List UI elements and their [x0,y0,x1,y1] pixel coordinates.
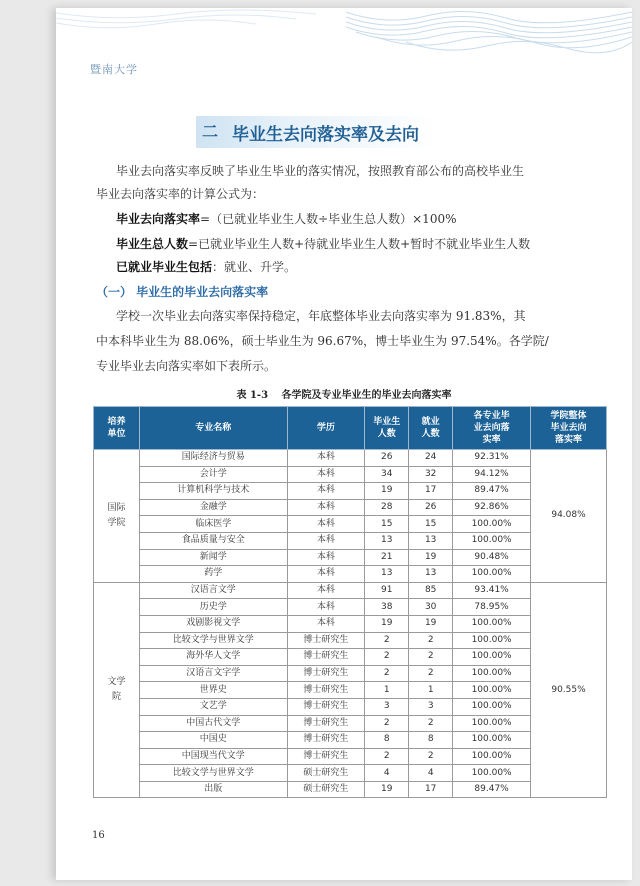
table-row [94,665,607,682]
table-row [94,682,607,699]
formula-term: 毕业生总人数 [116,237,189,251]
table-row [94,748,607,765]
employed-cell: 32 [409,466,453,483]
major-cell: 中国古代文学 [139,715,287,732]
major-rate-cell: 100.00% [453,532,531,549]
employed-cell: 17 [409,781,453,798]
graduates-cell: 19 [365,483,409,500]
table-row [94,549,607,566]
table-row [94,582,607,599]
employed-cell: 19 [409,615,453,632]
degree-cell: 本科 [287,566,365,583]
major-cell: 临床医学 [139,516,287,533]
header-college-rate: 学院整体 毕业去向 落实率 [531,407,607,450]
major-cell: 戏剧影视文学 [139,615,287,632]
employed-cell: 2 [409,715,453,732]
table-row [94,566,607,583]
major-rate-cell: 90.48% [453,549,531,566]
employed-cell: 2 [409,748,453,765]
major-rate-cell: 89.47% [453,781,531,798]
table-row [94,615,607,632]
college-name-cell: 文学 院 [94,582,140,798]
degree-cell: 本科 [287,532,365,549]
major-rate-cell: 100.00% [453,698,531,715]
graduates-cell: 2 [365,665,409,682]
graduates-cell: 13 [365,532,409,549]
section-number: 二 [201,122,218,141]
degree-cell: 硕士研究生 [287,765,365,782]
major-cell: 汉语言文字学 [139,665,287,682]
major-cell: 比较文学与世界文学 [139,632,287,649]
degree-cell: 博士研究生 [287,715,365,732]
degree-cell: 博士研究生 [287,632,365,649]
graduates-cell: 19 [365,781,409,798]
major-cell: 中国现当代文学 [139,748,287,765]
summary-line-3: 专业毕业去向落实率如下表所示。 [96,359,277,373]
graduates-cell: 2 [365,748,409,765]
formula-definition: =已就业毕业生人数+待就业毕业生人数+暂时不就业毕业生人数 [188,237,531,251]
employed-cell: 2 [409,665,453,682]
major-rate-cell: 92.86% [453,499,531,516]
graduates-cell: 2 [365,649,409,666]
major-rate-cell: 100.00% [453,715,531,732]
employed-cell: 26 [409,499,453,516]
employed-cell: 2 [409,649,453,666]
graduates-cell: 1 [365,682,409,699]
degree-cell: 本科 [287,450,365,467]
table-row [94,499,607,516]
table-row [94,781,607,798]
subsection-heading: （一） 毕业生的毕业去向落实率 [96,285,269,299]
major-rate-cell: 100.00% [453,682,531,699]
major-rate-cell: 100.00% [453,732,531,749]
employed-cell: 1 [409,682,453,699]
degree-cell: 博士研究生 [287,649,365,666]
employed-cell: 24 [409,450,453,467]
graduates-cell: 2 [365,632,409,649]
graduates-cell: 38 [365,599,409,616]
degree-cell: 博士研究生 [287,748,365,765]
major-rate-cell: 94.12% [453,466,531,483]
degree-cell: 本科 [287,549,365,566]
graduates-cell: 2 [365,715,409,732]
degree-cell: 本科 [287,499,365,516]
formula-definition: ：就业、升学。 [212,260,297,274]
employed-cell: 19 [409,549,453,566]
major-cell: 会计学 [139,466,287,483]
formula-term: 已就业毕业生包括 [116,260,213,274]
college-rate-cell: 94.08% [531,450,607,583]
intro-line-1: 毕业去向落实率反映了毕业生毕业的落实情况，按照教育部公布的高校毕业生 [116,164,525,178]
summary-line-2: 中本科毕业生为 88.06%，硕士毕业生为 96.67%，博士毕业生为 97.54%。各学院/ [96,334,549,348]
formula-row [116,208,457,231]
document-page [56,8,632,880]
degree-cell: 本科 [287,516,365,533]
major-cell: 历史学 [139,599,287,616]
table-row [94,532,607,549]
major-rate-cell: 78.95% [453,599,531,616]
major-cell: 中国史 [139,732,287,749]
graduates-cell: 26 [365,450,409,467]
formula-term: 毕业去向落实率 [116,212,201,226]
degree-cell: 博士研究生 [287,732,365,749]
major-rate-cell: 100.00% [453,765,531,782]
table-caption: 表 1-3 各学院及专业毕业生的毕业去向落实率 [236,390,452,401]
employed-cell: 13 [409,532,453,549]
graduates-cell: 21 [365,549,409,566]
major-rate-cell: 100.00% [453,566,531,583]
formula-row [116,256,296,279]
table-row [94,698,607,715]
employed-cell: 2 [409,632,453,649]
section-heading [196,116,436,148]
major-rate-cell: 100.00% [453,615,531,632]
employed-cell: 4 [409,765,453,782]
formula-row [116,233,530,256]
table-row [94,450,607,467]
table-row [94,649,607,666]
table-row [94,516,607,533]
header-degree: 学历 [287,407,365,450]
graduates-cell: 91 [365,582,409,599]
university-name: 暨南大学 [90,63,138,76]
table-row [94,732,607,749]
table-row [94,765,607,782]
summary-line-1: 学校一次毕业去向落实率保持稳定，年底整体毕业去向落实率为 91.83%，其 [116,309,526,323]
major-rate-cell: 100.00% [453,632,531,649]
table-row [94,715,607,732]
major-cell: 食品质量与安全 [139,532,287,549]
graduates-cell: 13 [365,566,409,583]
major-cell: 文艺学 [139,698,287,715]
table-row [94,466,607,483]
employed-cell: 85 [409,582,453,599]
formula-definition: =（已就业毕业生人数÷毕业生总人数）×100% [200,212,457,226]
major-cell: 国际经济与贸易 [139,450,287,467]
graduates-cell: 28 [365,499,409,516]
college-name-cell: 国际 学院 [94,450,140,583]
table-row [94,483,607,500]
degree-cell: 本科 [287,466,365,483]
major-rate-cell: 100.00% [453,748,531,765]
major-cell: 药学 [139,566,287,583]
degree-cell: 博士研究生 [287,682,365,699]
major-rate-cell: 100.00% [453,649,531,666]
page-number: 16 [92,830,105,841]
degree-cell: 博士研究生 [287,698,365,715]
employed-cell: 8 [409,732,453,749]
major-cell: 世界史 [139,682,287,699]
degree-cell: 本科 [287,599,365,616]
major-rate-cell: 93.41% [453,582,531,599]
employed-cell: 13 [409,566,453,583]
intro-line-2: 毕业去向落实率的计算公式为： [96,187,265,201]
major-cell: 新闻学 [139,549,287,566]
header-graduates: 毕业生 人数 [365,407,409,450]
header-major: 专业名称 [139,407,287,450]
employed-cell: 30 [409,599,453,616]
section-title: 毕业生去向落实率及去向 [232,124,419,145]
graduates-cell: 8 [365,732,409,749]
degree-cell: 硕士研究生 [287,781,365,798]
major-cell: 海外华人文学 [139,649,287,666]
employed-cell: 3 [409,698,453,715]
degree-cell: 博士研究生 [287,665,365,682]
college-rate-cell: 90.55% [531,582,607,798]
major-cell: 计算机科学与技术 [139,483,287,500]
degree-cell: 本科 [287,615,365,632]
table-row [94,632,607,649]
major-rate-cell: 100.00% [453,516,531,533]
major-rate-cell: 92.31% [453,450,531,467]
header-unit: 培养 单位 [94,407,140,450]
table-row [94,599,607,616]
graduates-cell: 3 [365,698,409,715]
header-decoration [56,8,632,78]
degree-cell: 本科 [287,582,365,599]
header-employed: 就业 人数 [409,407,453,450]
major-rate-cell: 89.47% [453,483,531,500]
graduates-cell: 4 [365,765,409,782]
degree-cell: 本科 [287,483,365,500]
graduation-rate-table [93,406,607,798]
major-cell: 金融学 [139,499,287,516]
major-cell: 比较文学与世界文学 [139,765,287,782]
major-cell: 汉语言文学 [139,582,287,599]
graduates-cell: 19 [365,615,409,632]
table-header-row [94,407,607,450]
major-rate-cell: 100.00% [453,665,531,682]
table-body [94,450,607,798]
employed-cell: 17 [409,483,453,500]
header-major-rate: 各专业毕 业去向落 实率 [453,407,531,450]
graduates-cell: 34 [365,466,409,483]
employed-cell: 15 [409,516,453,533]
major-cell: 出版 [139,781,287,798]
graduates-cell: 15 [365,516,409,533]
